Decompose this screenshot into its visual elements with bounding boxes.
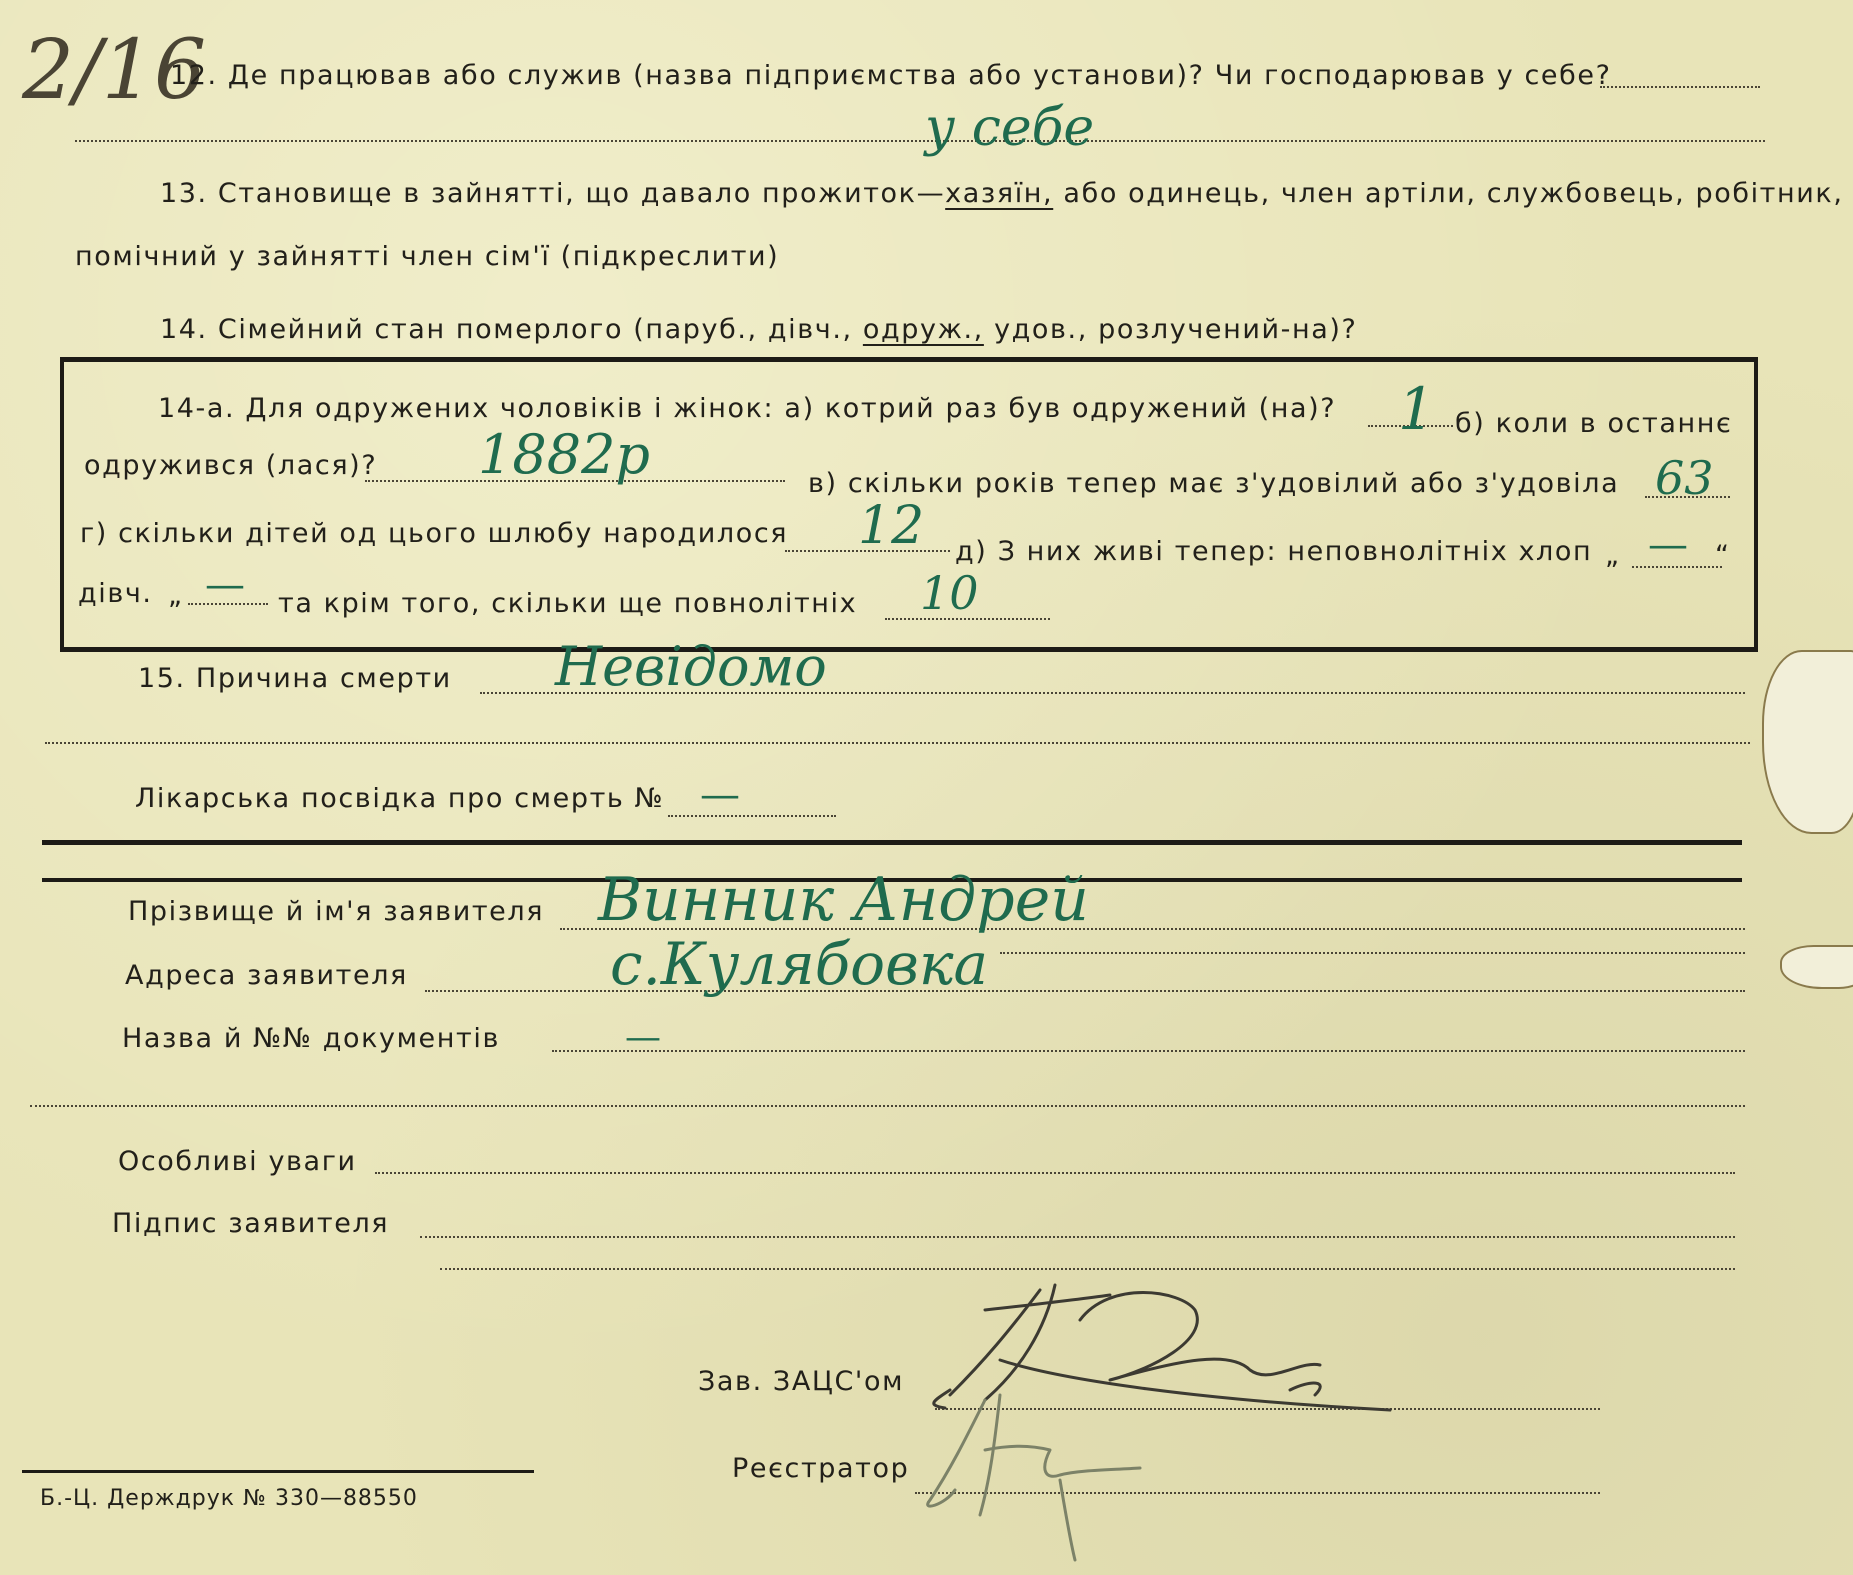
q14-underlined-choice: одруж., [862,314,984,345]
q14a-line-4-rest: та крім того, скільки ще повнолітніх [278,588,858,619]
printer-footer: Б.-Ц. Держдрук № 330—88550 [40,1486,418,1511]
torn-edge-1 [1762,650,1853,834]
q15-answer: Невідомо [555,635,827,698]
footer-rule [22,1470,534,1473]
margin-note: 2/16 [22,23,207,118]
registrar-label: Реєстратор [732,1453,910,1484]
q14a-line-3-g: г) скільки дітей од цього шлюбу народилося [80,518,789,549]
q14a-quote-open-girls: „ [168,580,184,611]
q14a-line-1: 14-а. Для одружених чоловіків і жінок: а) котрий раз був одружений (на)? [158,393,1337,424]
medical-answer: — [700,772,740,818]
q14a-quote-open-boys: „ [1605,540,1621,571]
q13-prefix: 13. Становище в зайнятті, що давало прожиток— [160,178,946,209]
q13-suffix: або одинець, член артіли, службовець, робітник, [1063,178,1844,209]
q12-label: 12. Де працював або служив (назва підприємства або установи)? Чи господарював у себе? [170,60,1612,91]
signature-label: Підпис заявителя [112,1208,390,1239]
q14a-answer-g: 12 [858,496,925,556]
documents-value: — [625,1017,661,1058]
head-of-registry-label: Зав. ЗАЦС'ом [698,1366,905,1397]
q14a-line-1-b: б) коли в останнє [1455,408,1733,439]
q15-label: 15. Причина смерти [138,663,452,694]
q14-prefix: 14. Сімейний стан померлого (паруб., дівч., [160,314,853,345]
q14a-answer-adults: 10 [920,566,979,620]
applicant-name-value: Винник Андрей [598,865,1089,935]
notes-label: Особливі уваги [118,1146,357,1177]
applicant-address-value: с.Кулябовка [610,930,989,998]
applicant-address-label: Адреса заявителя [125,960,408,991]
medical-label: Лікарська посвідка про смерть № [135,783,665,814]
q14a-quote-close-boys: “ [1715,540,1731,571]
applicant-name-label: Прізвище й ім'я заявителя [128,896,545,927]
q13-line-2: помічний у зайнятті член сім'ї (підкреслити) [75,241,780,272]
q14a-answer-boys: — [1648,522,1688,568]
q14a-answer-a: 1 [1398,375,1435,443]
q14a-answer-b: 1882р [478,423,650,486]
q14-suffix: удов., розлучений-на)? [994,314,1358,345]
q14a-answer-girls: — [205,562,245,608]
q14a-answer-v: 63 [1655,451,1714,505]
q14a-line-4-label: дівч. [78,578,153,609]
q14a-line-2-v: в) скільки років тепер має з'удовілий або з'удовіла [808,468,1620,499]
q14a-line-3-d: д) З них живі тепер: неповнолітніх хлоп [955,536,1593,567]
documents-label: Назва й №№ документів [122,1023,500,1054]
q13-underlined-choice: хазяїн, [945,178,1054,209]
q12-answer: у себе [925,98,1095,158]
q14a-line-2-label: одружився (лася)? [84,450,378,481]
